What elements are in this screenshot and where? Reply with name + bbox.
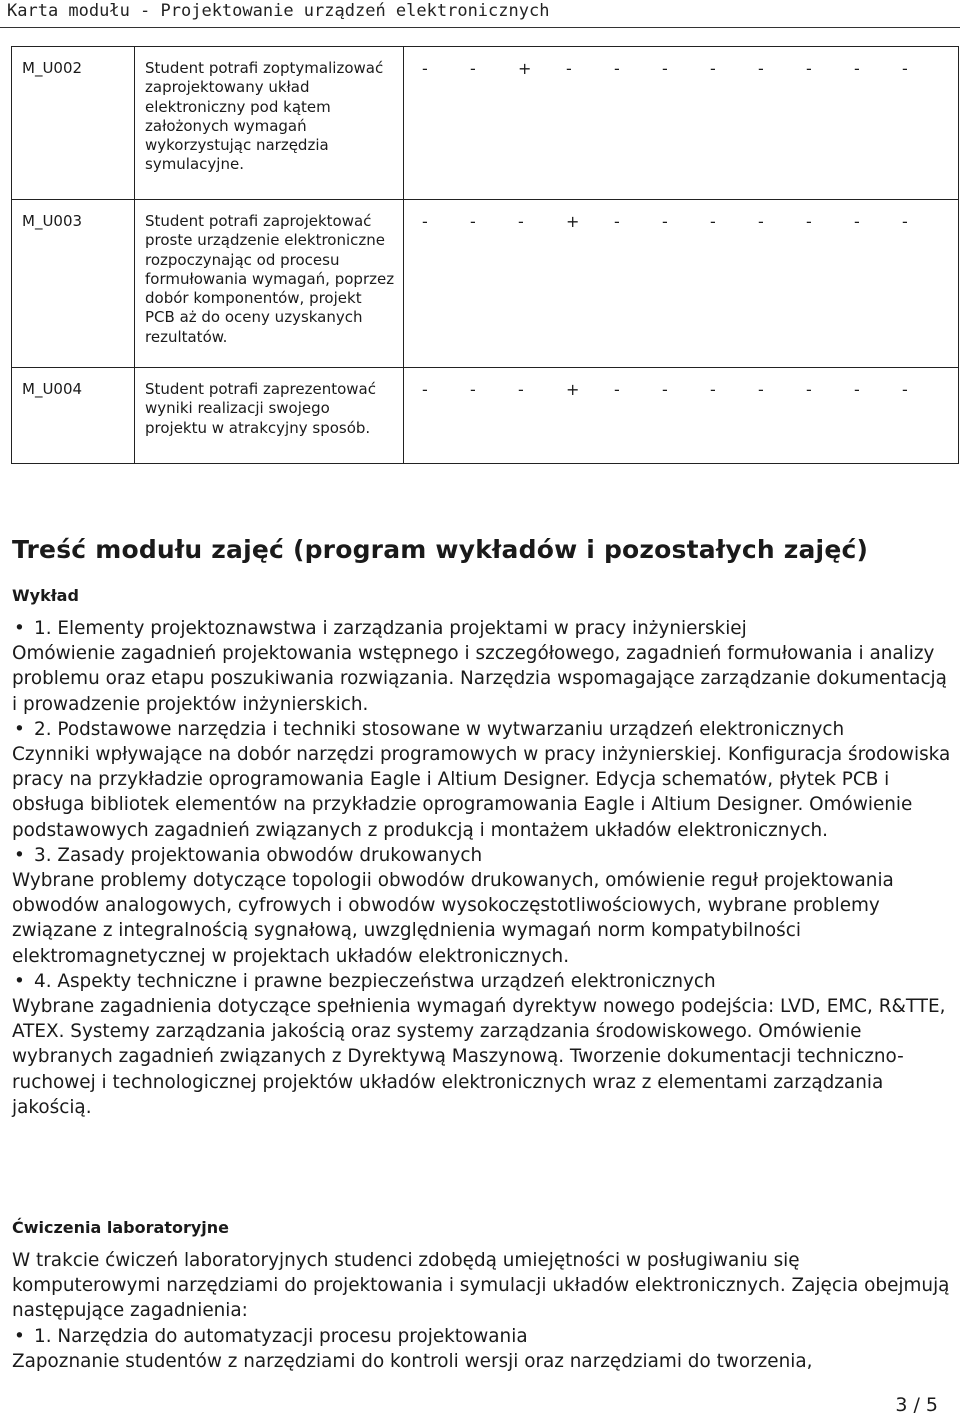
outcome-marks [414, 380, 950, 399]
outcome-description: Student potrafi zaprojektować proste urządzenie elektroniczne rozpoczynając od procesu formułowania wymagań, poprzez dobór komponentów, projekt PCB aż do oceny uzyskanych rezultatów. [135, 200, 404, 368]
outcome-mark: - [662, 212, 668, 231]
lecture-item-body: Wybrane zagadnienia dotyczące spełnienia wymagań dyrektyw nowego podejścia: LVD, EMC, R&TTE, ATEX. Systemy zarządzania jakością oraz systemy zarządzania środowiskowego. Omówienie wybranych zagadnień związanych z Dyrektywą Maszynową. Tworzenie dokumentacji techniczno-ruchowej i technologicznej projektów układów elektronicznych wraz z elementami zarządzania jakością. [12, 996, 946, 1118]
outcome-mark: - [710, 380, 716, 399]
outcome-mark: - [614, 212, 620, 231]
outcome-mark: - [758, 59, 764, 78]
lecture-item-title: • 2. Podstawowe narzędzia i techniki stosowane w wytwarzaniu urządzeń elektronicznych [12, 717, 952, 742]
outcome-mark: - [662, 59, 668, 78]
outcome-marks [414, 212, 950, 231]
outcome-marks [414, 59, 950, 78]
learning-outcomes-table [11, 46, 959, 464]
document-title: Karta modułu - Projektowanie urządzeń elektronicznych [7, 1, 550, 21]
outcome-mark: - [902, 59, 908, 78]
outcome-marks-cell [404, 200, 959, 368]
outcome-mark: - [902, 380, 908, 399]
outcome-mark: - [614, 59, 620, 78]
lab-item-body: Zapoznanie studentów z narzędziami do kontroli wersji oraz narzędziami do tworzenia, [12, 1350, 813, 1372]
outcome-description: Student potrafi zaprezentować wyniki realizacji swojego projektu w atrakcyjny sposób. [135, 368, 404, 464]
outcome-mark: - [710, 59, 716, 78]
outcome-mark: - [806, 380, 812, 399]
lab-intro: W trakcie ćwiczeń laboratoryjnych studenci zdobędą umiejętności w posługiwaniu się komputerowymi narzędziami do projektowania i symulacji układów elektronicznych. Zajęcia obejmują następujące zagadnienia: [12, 1250, 950, 1322]
outcome-mark: - [710, 212, 716, 231]
outcome-mark: - [422, 380, 428, 399]
lecture-item-title: • 3. Zasady projektowania obwodów drukowanych [12, 843, 952, 868]
outcome-mark: - [422, 59, 428, 78]
section-title: Treść modułu zajęć (program wykładów i pozostałych zajęć) [12, 535, 869, 564]
outcome-code: M_U003 [12, 200, 135, 368]
lab-heading: Ćwiczenia laboratoryjne [12, 1218, 229, 1237]
lab-item-title: • 1. Narzędzia do automatyzacji procesu projektowania [12, 1324, 952, 1349]
lecture-list [12, 616, 952, 1120]
outcome-code: M_U004 [12, 368, 135, 464]
table-row [12, 47, 959, 200]
outcome-mark: - [854, 380, 860, 399]
outcome-mark: - [806, 212, 812, 231]
outcome-mark: - [902, 212, 908, 231]
outcome-code: M_U002 [12, 47, 135, 200]
outcome-mark: - [854, 59, 860, 78]
lab-section [12, 1248, 952, 1374]
table-row [12, 368, 959, 464]
page-number: 3 / 5 [895, 1394, 938, 1416]
outcome-mark: - [662, 380, 668, 399]
outcome-mark: - [566, 59, 572, 78]
lecture-item-body: Czynniki wpływające na dobór narzędzi programowych w pracy inżynierskiej. Konfiguracja środowiska pracy na przykładzie oprogramowania Eagle i Altium Designer. Edycja schematów, płytek PCB i obsługa bibliotek elementów na przykładzie oprogramowania Eagle i Altium Designer. Omówienie podstawowych zagadnień związanych z produkcją i montażem układów elektronicznych. [12, 744, 951, 841]
outcome-marks-cell [404, 368, 959, 464]
lecture-item-title: • 1. Elementy projektoznawstwa i zarządzania projektami w pracy inżynierskiej [12, 616, 952, 641]
outcome-mark: - [470, 59, 476, 78]
outcome-mark: - [518, 212, 524, 231]
outcome-mark: - [470, 380, 476, 399]
outcome-mark: + [566, 380, 580, 399]
outcome-marks-cell [404, 47, 959, 200]
outcome-mark: + [566, 212, 580, 231]
outcome-mark: - [758, 212, 764, 231]
outcome-mark: - [518, 380, 524, 399]
outcome-mark: - [758, 380, 764, 399]
lecture-item-body: Omówienie zagadnień projektowania wstępnego i szczegółowego, zagadnień formułowania i analizy problemu oraz etapu poszukiwania rozwiązania. Narzędzia wspomagające zarządzanie dokumentacją i prowadzenie projektów inżynierskich. [12, 643, 947, 715]
outcome-mark: + [518, 59, 532, 78]
outcome-mark: - [470, 212, 476, 231]
lecture-item-title: • 4. Aspekty techniczne i prawne bezpieczeństwa urządzeń elektronicznych [12, 969, 952, 994]
outcome-description: Student potrafi zoptymalizować zaprojektowany układ elektroniczny pod kątem założonych wymagań wykorzystując narzędzia symulacyjne. [135, 47, 404, 200]
outcome-mark: - [422, 212, 428, 231]
outcome-mark: - [614, 380, 620, 399]
outcome-mark: - [806, 59, 812, 78]
page-header [0, 0, 960, 28]
lecture-item-body: Wybrane problemy dotyczące topologii obwodów drukowanych, omówienie reguł projektowania obwodów analogowych, cyfrowych i obwodów wysokoczęstotliwościowych, wybrane problemy związane z integralnością sygnałową, uwzględnienia wymagań norm kompatybilności elektromagnetycznej w projektach układów elektronicznych. [12, 870, 894, 967]
outcome-mark: - [854, 212, 860, 231]
table-row [12, 200, 959, 368]
lecture-heading: Wykład [12, 586, 79, 605]
